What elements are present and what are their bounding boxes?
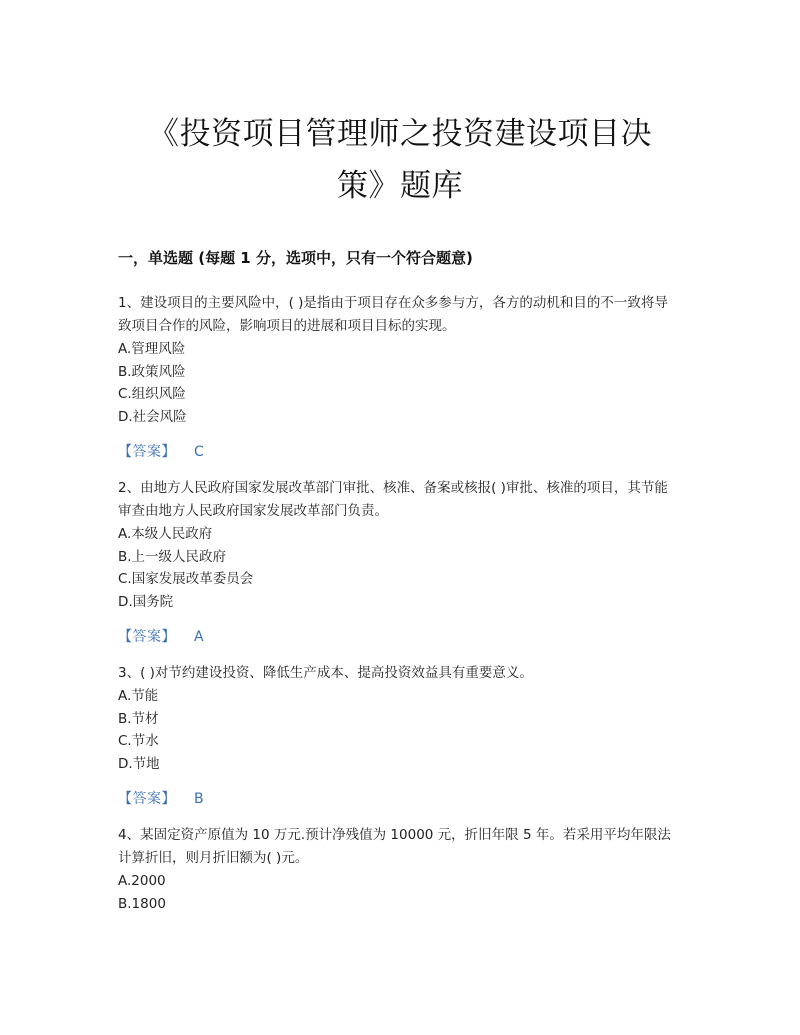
option-c: C.国家发展改革委员会 (118, 571, 254, 587)
answer-line (118, 441, 678, 463)
title-line-2: 策》题库 (337, 168, 463, 204)
answer-line (118, 788, 678, 810)
option-b: B.1800 (118, 895, 166, 912)
question-stem: 4、某固定资产原值为 10 万元.预计净残值为 10000 元，折旧年限 5 年。若采用平均年限法计算折旧，则月折旧额为( )元。 (118, 827, 671, 866)
question-3 (118, 662, 678, 810)
option-a: A.2000 (118, 873, 166, 889)
answer-label: 【答案】 (118, 444, 176, 460)
option-a: A.本级人民政府 (118, 526, 213, 542)
question-stem: 3、( )对节约建设投资、降低生产成本、提高投资效益具有重要意义。 (118, 665, 533, 681)
option-d: D.社会风险 (118, 408, 187, 425)
option-b: B.上一级人民政府 (118, 548, 227, 565)
option-b: B.政策风险 (118, 363, 186, 380)
title-line-1: 《投资项目管理师之投资建设项目决 (148, 116, 652, 152)
answer-value: B (194, 791, 204, 807)
question-stem: 1、建设项目的主要风险中，( )是指由于项目存在众多参与方，各方的动机和目的不一致将导致项目合作的风险，影响项目的进展和项目目标的实现。 (118, 295, 668, 334)
option-a: A.管理风险 (118, 341, 186, 357)
page-title (0, 108, 800, 212)
answer-value: C (194, 444, 204, 460)
answer-label: 【答案】 (118, 791, 176, 807)
option-b: B.节材 (118, 710, 159, 727)
option-c: C.组织风险 (118, 386, 186, 402)
answer-line (118, 626, 678, 648)
question-list (118, 292, 678, 929)
question-4 (118, 824, 678, 915)
question-1 (118, 292, 678, 463)
answer-label: 【答案】 (118, 629, 176, 645)
question-2 (118, 477, 678, 648)
option-d: D.国务院 (118, 593, 174, 610)
option-a: A.节能 (118, 688, 159, 704)
section-heading: 一，单选题 (每题 1 分，选项中，只有一个符合题意) (118, 249, 473, 267)
option-c: C.节水 (118, 733, 159, 749)
answer-value: A (194, 629, 204, 645)
question-stem: 2、由地方人民政府国家发展改革部门审批、核准、备案或核报( )审批、核准的项目，其节能审查由地方人民政府国家发展改革部门负责。 (118, 480, 668, 519)
option-d: D.节地 (118, 755, 160, 772)
